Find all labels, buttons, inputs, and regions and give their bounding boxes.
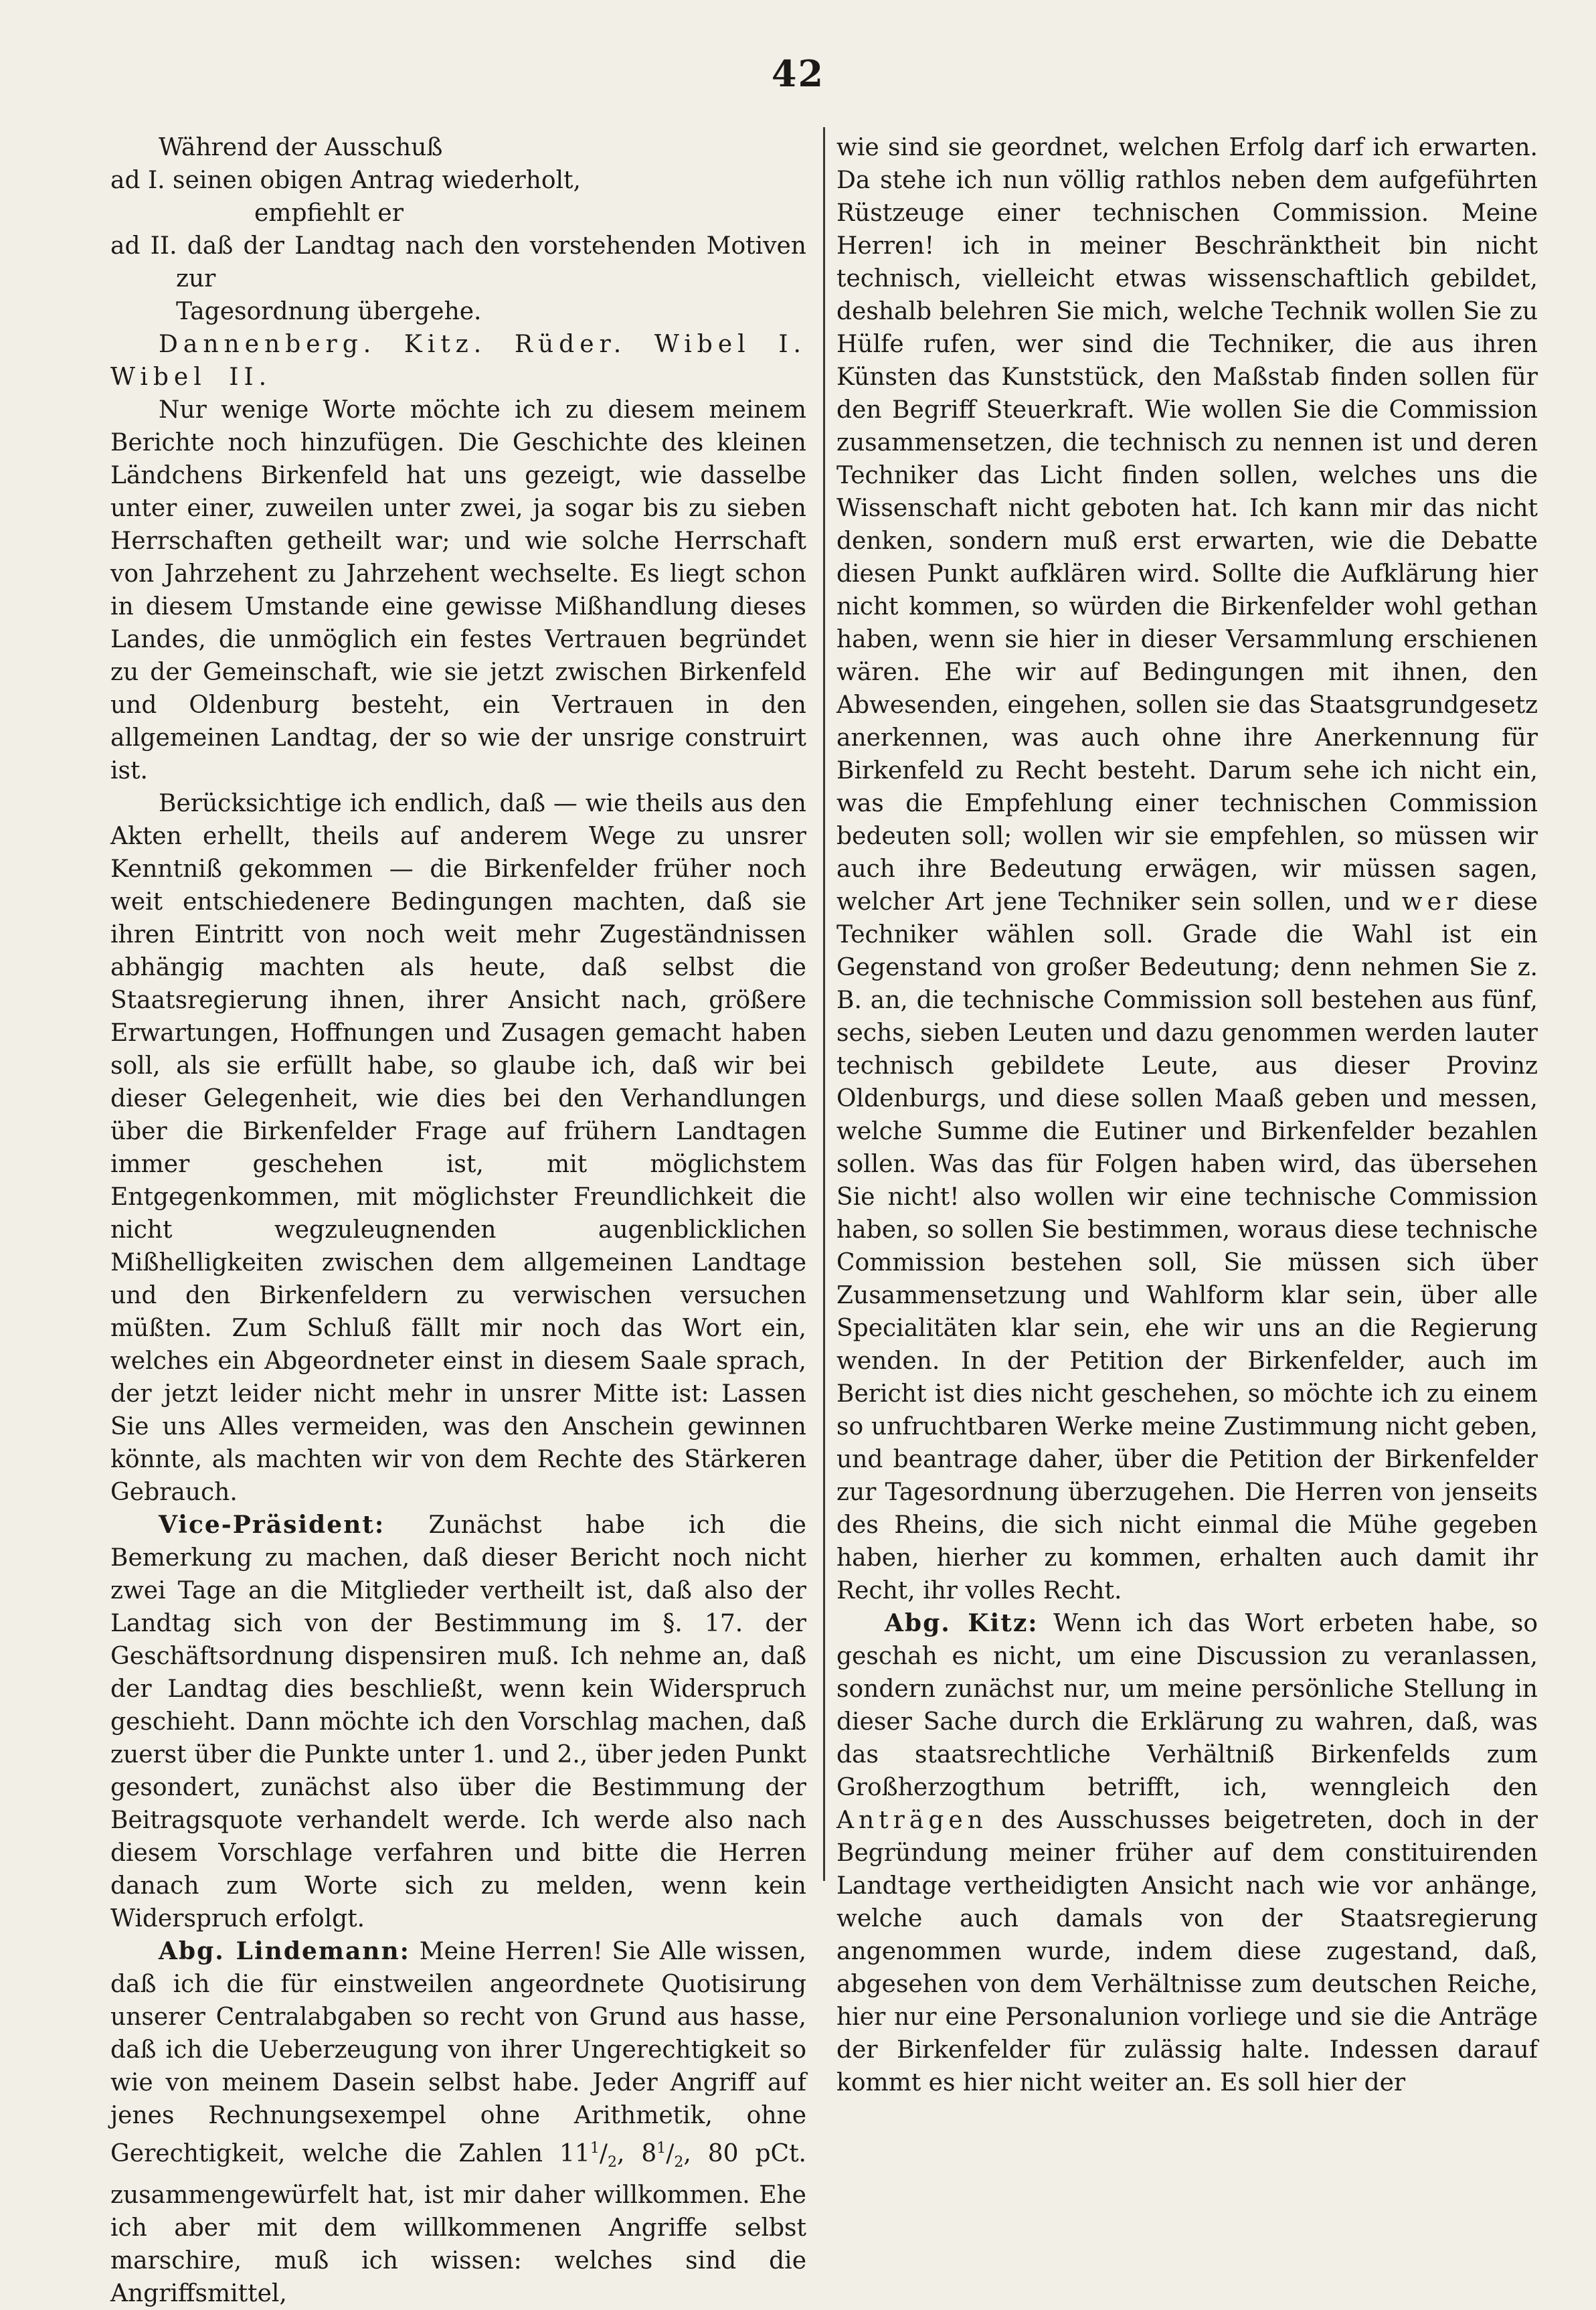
paragraph: Abg. Lindemann: Meine Herren! Sie Alle wissen, daß ich die für einstweilen angeordnete Quotisirung unserer Centralabgaben so recht von Grund aus hasse, daß ich die Ueberzeugung von ihrer Ungerechtigkeit so wie von meinem Dasein selbst habe. Jeder Angriff auf jenes Rechnungsexempel ohne Arithmetik, ohne Gerechtigkeit, welche die Zahlen $11^1/_2$, $8^1/_2$, 80 pCt. zusammengewürfelt hat, ist mir daher willkommen. Ehe ich aber mit dem willkommenen Angriffe selbst marschire, muß ich wissen: welches sind die Angriffsmittel, (110, 1937, 806, 2308)
fraction-numerator: 1 (656, 2140, 667, 2157)
speech-text: Zunächst habe ich die Bemerkung zu machen, daß dieser Bericht noch nicht zwei Tage an die Mitglieder vertheilt ist, daß also der Landtag sich von der Bestimmung im §. 17. der Geschäftsordnung dispensiren muß. Ich nehme an, daß der Landtag dies beschließt, wenn kein Widerspruch geschieht. Dann möchte ich den Vorschlag machen, daß zuerst über die Punkte unter 1. und 2., über jeden Punkt gesondert, zunächst also über die Bestimmung der Beitragsquote verhandelt werde. Ich werde also nach diesem Vorschlage verfahren und bitte die Herren danach zum Worte sich zu melden, wenn kein Widerspruch erfolgt. (110, 1511, 806, 1932)
speech-text: , 8 (616, 2140, 657, 2167)
paragraph (836, 131, 1538, 1607)
speech-text: Wenn ich das Wort erbeten habe, so geschah es nicht, um eine Discussion zu veranlassen, sondern zunächst nur, um meine persönliche Stellung in dieser Sache durch die Erklärung zu wahren, daß, was das staatsrechtliche Verhältniß Birkenfelds zum Großherzogthum betrifft, ich, wenngleich den (836, 1610, 1538, 1801)
left-column (110, 131, 806, 2310)
paragraph (110, 1509, 806, 1935)
page-number: 42 (771, 52, 825, 95)
recommendation-line: empfiehlt er (254, 199, 404, 227)
intro-line: Während der Ausschuß (159, 134, 443, 161)
fraction-numerator: 1 (590, 2140, 600, 2157)
speaker-name: Abg. Lindemann: (159, 1937, 410, 1965)
speaker-name: Vice-Präsident: (159, 1511, 385, 1539)
speech-text: , 80 pCt. zusammengewürfelt hat, ist mir daher willkommen. Ehe ich aber mit dem willkommenen Angriffe selbst marschire, muß ich wissen: welches sind die Angriffsmittel, (110, 2140, 806, 2308)
speech-text: Meine Herren! Sie Alle wissen, daß ich die für einstweilen angeordnete Quotisirung unserer Centralabgaben so recht von Grund aus hasse, daß ich die Ueberzeugung von ihrer Ungerechtigkeit so wie von meinem Dasein selbst habe. Jeder Angriff auf jenes Rechnungsexempel ohne Arithmetik, ohne Gerechtigkeit, welche die Zahlen 11 (110, 1938, 806, 2167)
speech-text: des Ausschusses beigetreten, doch in der Begründung meiner früher auf dem constituirenden Landtage vertheidigten Ansicht nach wie vor anhänge, welche auch damals von der Staatsregierung angenommen wurde, indem diese zugestand, daß, abgesehen von dem Verhältnisse zum deutschen Reiche, hier nur eine Personalunion vorliege und sie die Anträge der Birkenfelder für zulässig halte. Indessen darauf kommt es hier nicht weiter an. Es soll hier der (836, 1807, 1538, 2096)
speech-text: wie sind sie geordnet, welchen Erfolg darf ich erwarten. Da stehe ich nun völlig rathlos neben dem aufgeführten Rüstzeuge einer technischen Commission. Meine Herren! ich in meiner Beschränktheit bin nicht technisch, vielleicht etwas wissenschaftlich gebildet, deshalb belehren Sie mich, welche Technik wollen Sie zu Hülfe rufen, wer sind die Techniker, die aus ihren Künsten das Kunststück, den Maßstab finden sollen für den Begriff Steuerkraft. Wie wollen Sie die Commission zusammensetzen, die technisch zu nennen ist und deren Techniker das Licht finden sollen, welches uns die Wissenschaft nicht geboten hat. Ich kann mir das nicht denken, sondern muß erst erwarten, wie die Debatte diesen Punkt aufklären wird. Sollte die Aufklärung hier nicht kommen, so würden die Birkenfelder wohl gethan haben, wenn sie hier in dieser Versammlung erschienen wären. Ehe wir auf Bedingungen mit ihnen, den Abwesenden, eingehen, sollen sie das Staatsgrundgesetz anerkennen, was auch ohne ihre Anerkennung für Birkenfeld zu Recht besteht. Darum sehe ich nicht ein, was die Empfehlung einer technischen Commission bedeuten soll; wollen wir sie empfehlen, so müssen wir auch ihre Bedeutung erwägen, wir müssen sagen, welcher Art jene Techniker sein sollen, und (836, 134, 1538, 916)
emphasis-word: Anträgen (836, 1807, 988, 1834)
paragraph (836, 1607, 1538, 2099)
motion-ad-2-continued: Tagesordnung übergehe. (176, 298, 482, 325)
fraction-denominator: 2 (674, 2154, 684, 2171)
paragraph: Nur wenige Worte möchte ich zu diesem meinem Berichte noch hinzufügen. Die Geschichte des kleinen Ländchens Birkenfeld hat uns gezeigt, wie dasselbe unter einer, zuweilen unter zwei, ja sogar bis zu sieben Herrschaften getheilt war; und wie solche Herrschaft von Jahrzehent zu Jahrzehent wechselte. Es liegt schon in diesem Umstande eine gewisse Mißhandlung dieses Landes, die unmöglich ein festes Vertrauen begründet zu der Gemeinschaft, wie sie jetzt zwischen Birkenfeld und Oldenburg besteht, ein Vertrauen in den allgemeinen Landtag, der so wie der unsrige construirt ist. (110, 396, 806, 785)
fraction-denominator: 2 (607, 2154, 617, 2171)
committee-signatories: Dannenberg. Kitz. Rüder. Wibel I. Wibel II. (110, 331, 806, 391)
right-column (836, 131, 1538, 2099)
emphasis-word: wer (1401, 888, 1463, 916)
paragraph: Berücksichtige ich endlich, daß — wie theils aus den Akten erhellt, theils auf anderem Wege zu unsrer Kenntniß gekommen — die Birkenfelder früher noch weit entschiedenere Bedingungen machten, daß sie ihren Eintritt von noch weit mehr Zugeständnissen abhängig machten als heute, daß selbst die Staatsregierung ihnen, ihrer Ansicht nach, größere Erwartungen, Hoffnungen und Zusagen gemacht haben soll, als sie erfüllt habe, so glaube ich, daß wir bei dieser Gelegenheit, wie dies bei den Verhandlungen über die Birkenfelder Frage auf frühern Landtagen immer geschehen ist, mit möglichstem Entgegenkommen, mit möglichster Freundlichkeit die nicht wegzuleugnenden augenblicklichen Mißhelligkeiten zwischen dem allgemeinen Landtage und den Birkenfeldern zu verwischen versuchen müßten. Zum Schluß fällt mir noch das Wort ein, welches ein Abgeordneter einst in diesem Saale sprach, der jetzt leider nicht mehr in unsrer Mitte ist: Lassen Sie uns Alles vermeiden, was den Anschein gewinnen könnte, als machten wir von dem Rechte des Stärkeren Gebrauch. (110, 790, 806, 1506)
motion-ad-1: ad I. seinen obigen Antrag wiederholt, (110, 167, 581, 194)
motion-ad-2: ad II. daß der Landtag nach den vorstehenden Motiven zur (110, 232, 806, 293)
column-divider (823, 127, 825, 1881)
speech-text: diese Techniker wählen soll. Grade die Wahl ist ein Gegenstand von großer Bedeutung; denn nehmen Sie z. B. an, die technische Commission soll bestehen aus fünf, sechs, sieben Leuten und dazu genommen werden lauter technisch gebildete Leute, aus dieser Provinz Oldenburgs, und diese sollen Maaß geben und messen, welche Summe die Eutiner und Birkenfelder bezahlen sollen. Was das für Folgen haben wird, das übersehen Sie nicht! also wollen wir eine technische Commission haben, so sollen Sie bestimmen, woraus diese technische Commission bestehen soll, Sie müssen sich über Zusammensetzung und Wahlform klar sein, über alle Specialitäten klar sein, ehe wir uns an die Regierung wenden. In der Petition der Birkenfelder, auch im Bericht ist dies nicht geschehen, so möchte ich zu einem so unfruchtbaren Werke meine Zustimmung nicht geben, und beantrage daher, über die Petition der Birkenfelder zur Tagesordnung überzugehen. Die Herren von jenseits des Rheins, die sich nicht einmal die Mühe gegeben haben, hierher zu kommen, erhalten auch damit ihr Recht, ihr volles Recht. (836, 888, 1538, 1604)
speaker-name: Abg. Kitz: (885, 1609, 1039, 1637)
